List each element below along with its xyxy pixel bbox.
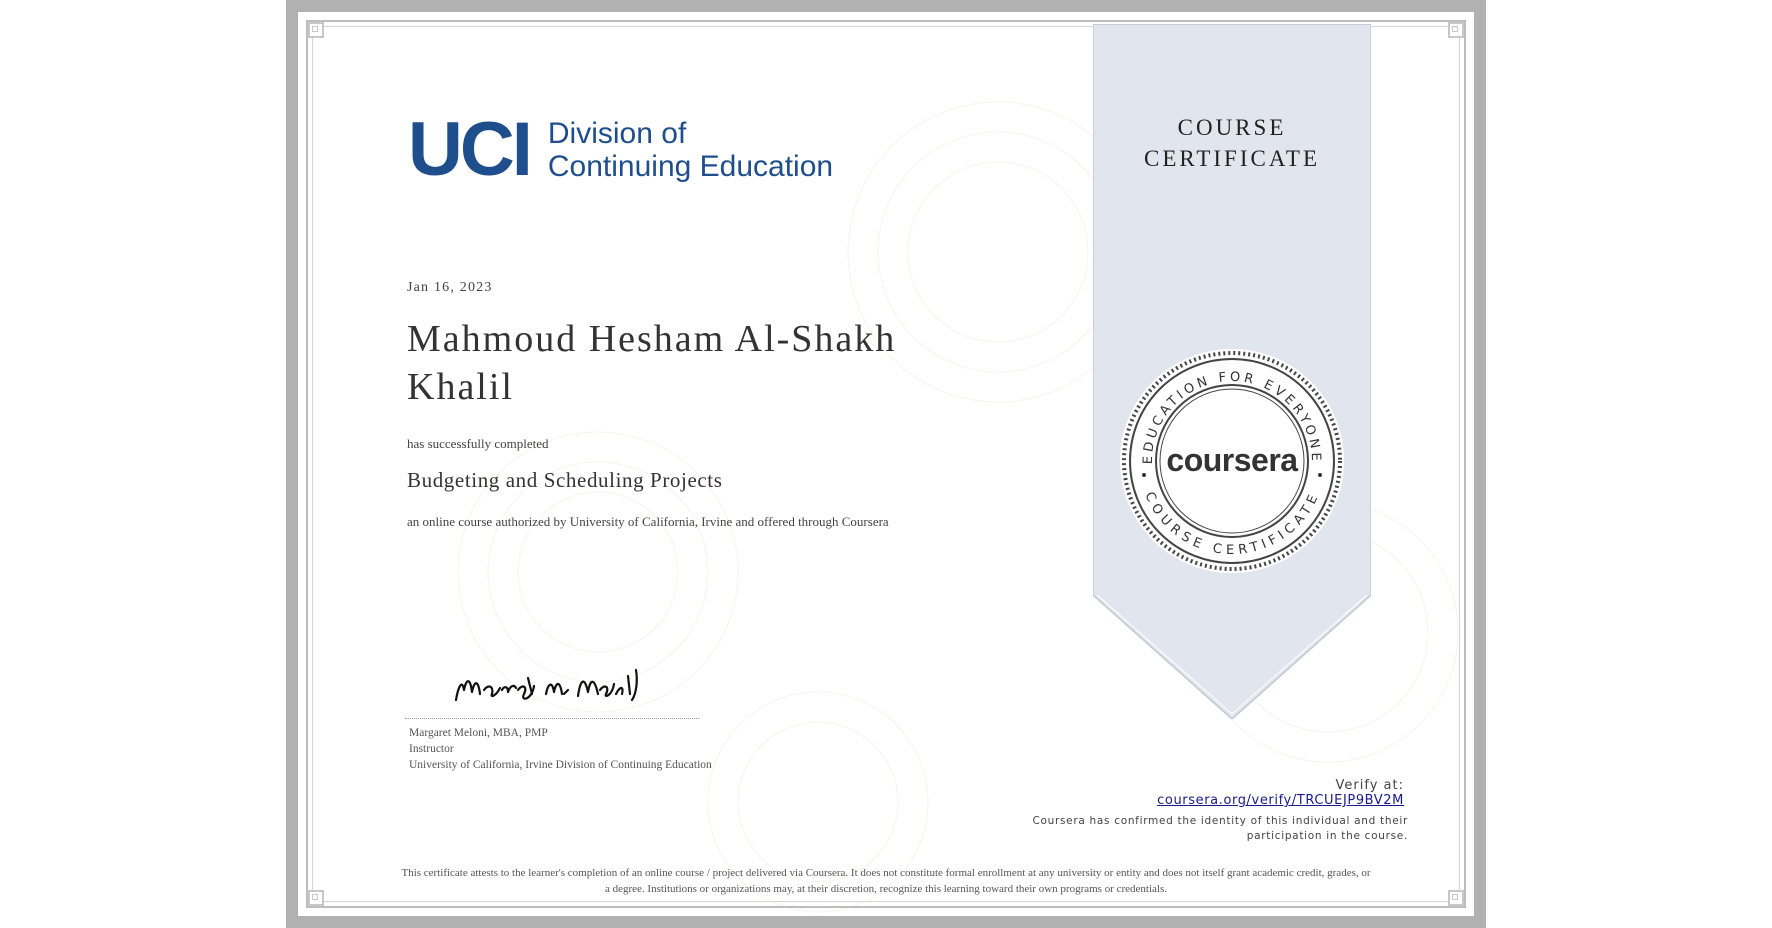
corner-ornament-top-left [308,22,324,38]
logo-division-line1: Division of [547,117,687,150]
verify-link[interactable]: coursera.org/verify/TRCUEJP9BV2M [1157,793,1404,808]
identity-statement [1008,814,1408,844]
disclaimer-line1: This certificate attests to the learner's completion of an online course / project delivered via Coursera. It does not constitute formal enrollment at any university or entity and does not itself grant academic credit, grades, or [401,867,1371,879]
instructor-affiliation: University of California, Irvine Division of Continuing Education [409,759,712,771]
recipient-name [407,315,967,411]
course-title: Budgeting and Scheduling Projects [407,468,723,492]
instructor-name: Margaret Meloni, MBA, PMP [409,727,548,739]
authorized-text: an online course authorized by University of California, Irvine and offered through Coursera [407,514,889,529]
verify-label: Verify at: [1335,778,1404,793]
uci-logo [408,107,834,192]
logo-wordmark: UCI [408,107,530,192]
identity-line1: Coursera has confirmed the identity of this individual and their [1032,815,1408,827]
recipient-name-line1: Mahmoud Hesham Al-Shakh [407,318,897,360]
disclaimer [336,865,1436,897]
seal-brand: coursera [1166,442,1298,478]
certificate-sheet [298,12,1474,916]
ribbon-line1: COURSE [1177,115,1287,140]
instructor-block [409,725,712,773]
seal-bottom-text: COURSE CERTIFICATE [1141,489,1323,558]
corner-ornament-bottom-left [308,890,324,906]
instructor-role: Instructor [409,743,454,755]
recipient-name-line2: Khalil [407,366,514,408]
seal-top-text: EDUCATION FOR EVERYONE [1140,369,1324,465]
ribbon-label [1093,112,1371,174]
logo-division [548,117,833,183]
completion-date: Jan 16, 2023 [407,280,493,295]
corner-ornament-bottom-right [1448,890,1464,906]
signature-line [405,718,699,719]
corner-ornament-top-right [1448,22,1464,38]
disclaimer-line2: a degree. Institutions or organizations may, at their discretion, recognize this learning toward their own programs or credentials. [604,883,1168,895]
ribbon-line2: CERTIFICATE [1143,146,1320,171]
instructor-signature [448,660,688,710]
logo-division-line2: Continuing Education [547,150,834,183]
completed-text: has successfully completed [407,436,549,451]
identity-line2: participation in the course. [1246,830,1408,842]
